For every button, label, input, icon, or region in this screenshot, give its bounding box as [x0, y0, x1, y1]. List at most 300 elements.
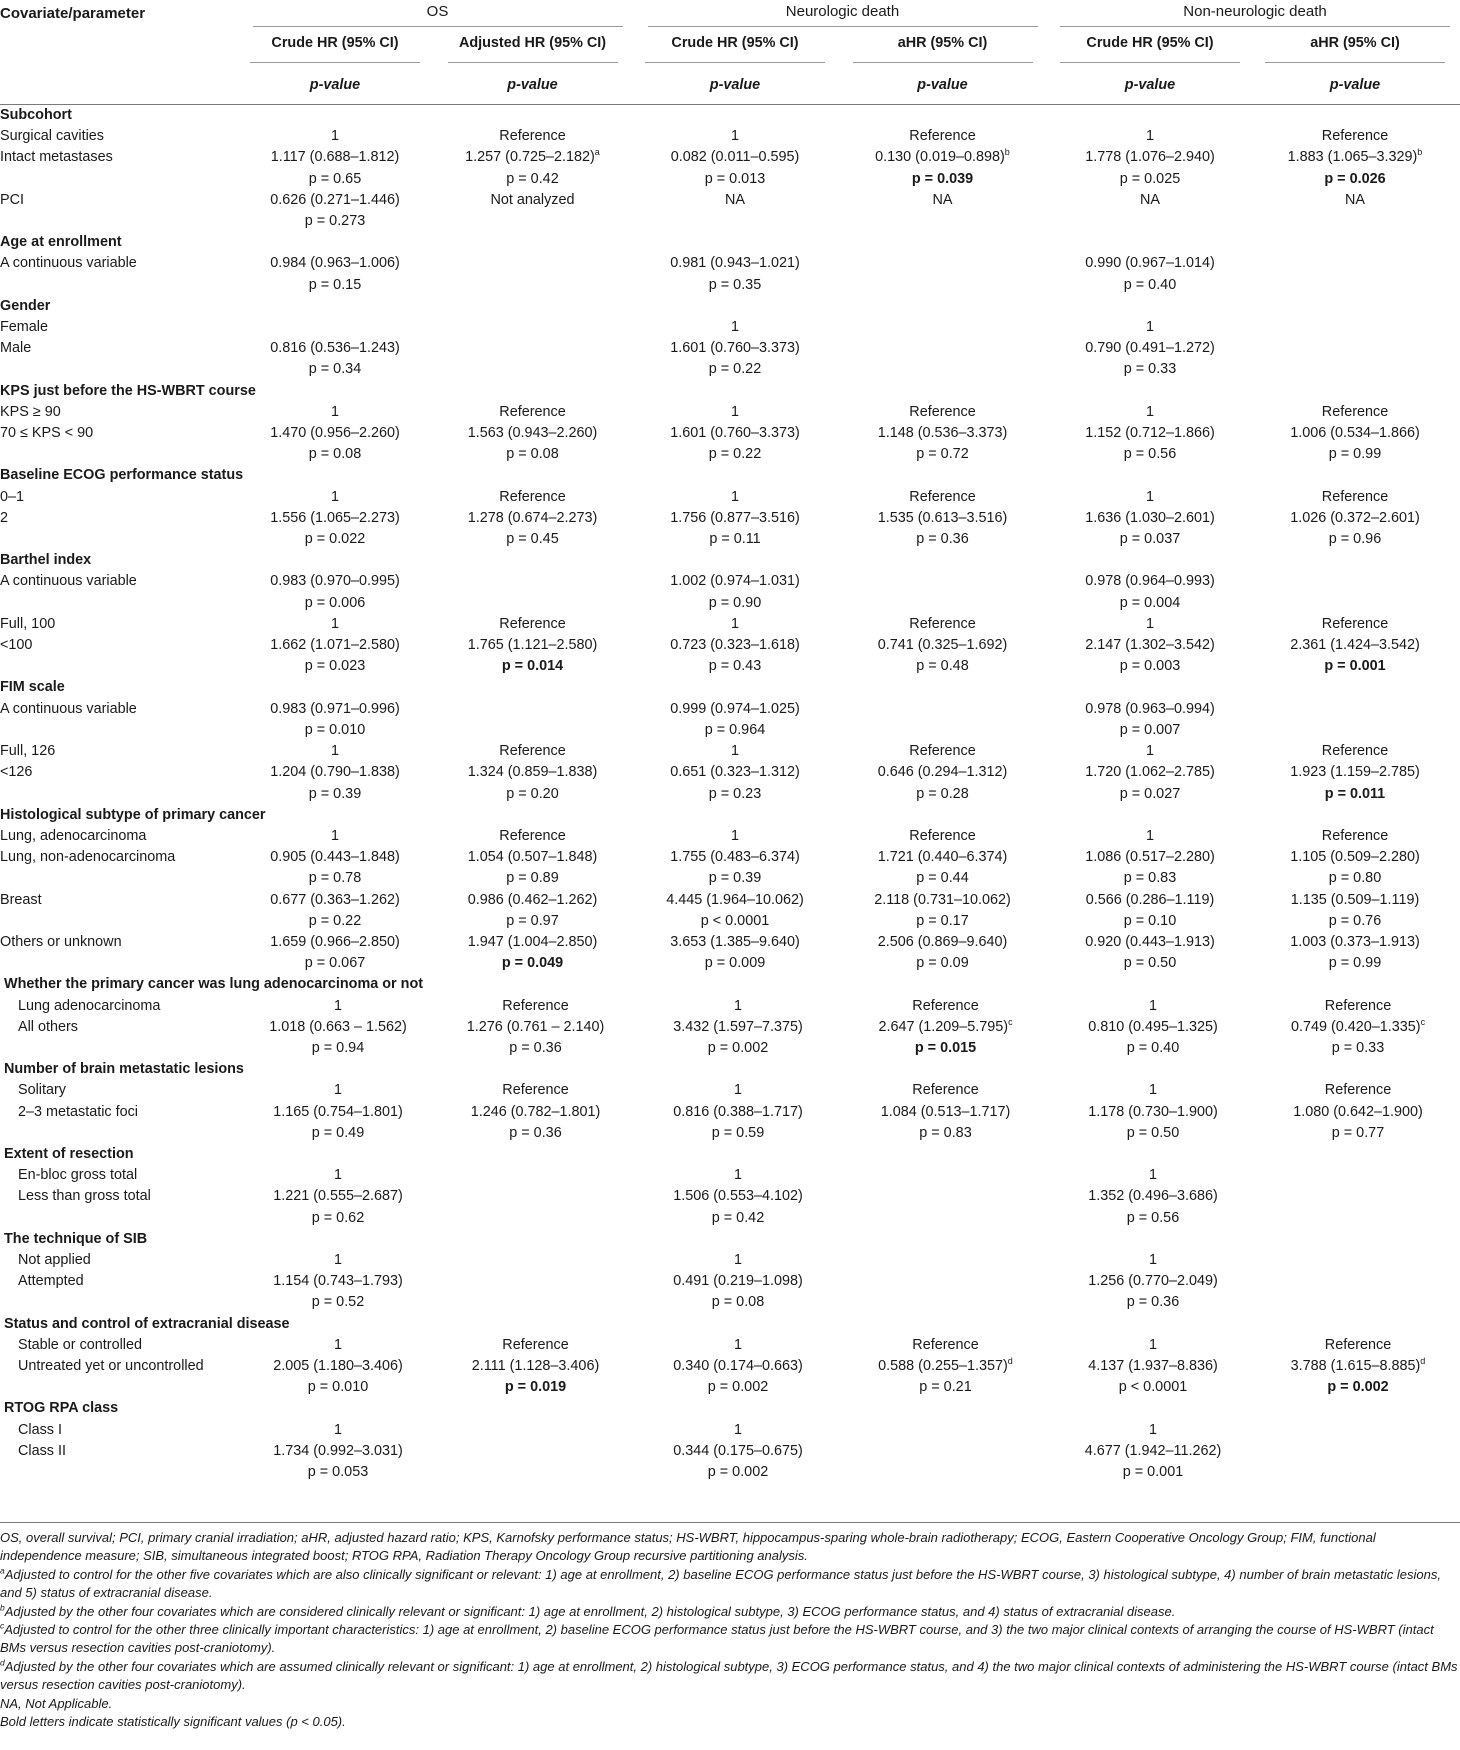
hr-cell: 0.816 (0.388–1.717): [673, 1103, 803, 1120]
hr-cell: 0.816 (0.536–1.243): [270, 340, 400, 357]
hr-cell: 0.978 (0.964–0.993): [1085, 573, 1215, 590]
row-label: A continuous variable: [0, 700, 137, 717]
hr-cell: 1.026 (0.372–2.601): [1290, 509, 1420, 526]
header-spacer: [0, 28, 240, 68]
hr-cell: 2.506 (0.869–9.640): [877, 933, 1008, 950]
table-row: [0, 762, 1460, 783]
hr-cell: [835, 1271, 1050, 1292]
col-header-os-adjusted: Adjusted HR (95% CI): [430, 28, 635, 68]
row-label: [0, 1377, 240, 1398]
pvalue-cell: p = 0.99: [1328, 955, 1382, 972]
hr-cell: [1250, 1250, 1460, 1271]
footnote-marker: b: [1417, 147, 1423, 158]
pvalue-cell: p = 0.013: [704, 170, 766, 187]
hr-cell: 1.662 (1.071–2.580): [270, 637, 400, 654]
pvalue-row: [0, 211, 1460, 232]
hr-cell: 1.148 (0.536–3.373): [877, 425, 1008, 442]
hr-cell: 0.999 (0.974–1.025): [670, 700, 800, 717]
pvalue-cell: p = 0.90: [708, 594, 762, 611]
section-title: Barthel index: [0, 552, 92, 569]
hr-cell: NA: [932, 191, 953, 208]
row-label: 2–3 metastatic foci: [18, 1103, 138, 1120]
table-row: [0, 614, 1460, 635]
pvalue-cell: p = 0.002: [707, 1039, 769, 1056]
hr-cell: 4.445 (1.964–10.062): [666, 891, 804, 908]
hr-cell: 0.986 (0.462–1.262): [467, 891, 598, 908]
footnote-marker: c: [1008, 1016, 1013, 1027]
hr-cell: 0.983 (0.970–0.995): [270, 573, 400, 590]
table-row: [0, 699, 1460, 720]
table-header: [0, 0, 1460, 105]
hr-cell: 0.646 (0.294–1.312): [877, 764, 1008, 781]
hr-cell: 0.344 (0.175–0.675): [673, 1442, 803, 1459]
hr-cell: 0.566 (0.286–1.119): [1085, 891, 1215, 908]
hr-cell: 1: [1145, 403, 1154, 420]
group-header-non-neurologic-death: Non-neurologic death: [1050, 0, 1460, 28]
pvalue-cell: p = 0.42: [711, 1209, 765, 1226]
col-header-nonneuro-ahr: aHR (95% CI): [1250, 28, 1460, 68]
hr-cell: Reference: [909, 743, 976, 760]
row-label: Class II: [18, 1442, 66, 1459]
pvalue-cell: p = 0.65: [308, 170, 362, 187]
pvalue-row: [0, 1208, 1460, 1229]
hr-cell: 1: [330, 488, 339, 505]
hr-cell: 0.790 (0.491–1.272): [1085, 340, 1215, 357]
pvalue-cell: p = 0.025: [1119, 170, 1181, 187]
pvalue-cell: [430, 211, 635, 232]
table-row: [0, 1271, 1460, 1292]
pvalue-cell: p = 0.59: [711, 1124, 765, 1141]
row-label: All others: [18, 1018, 78, 1035]
pvalue-cell: p = 0.21: [919, 1379, 972, 1396]
row-label: Breast: [0, 891, 42, 908]
hr-cell: [835, 317, 1050, 338]
hr-cell: 1: [733, 1167, 742, 1184]
hr-cell: 1.086 (0.517–2.280): [1085, 849, 1215, 866]
hr-cell: 1.221 (0.555–2.687): [273, 1188, 403, 1205]
footnote-text: Adjusted by the other four covariates which are considered clinically relevant or significant: 1) age at enrollment, 2) histological subtype, 3) ECOG performance status, and 4) status of extracranial disease.: [4, 1603, 1176, 1619]
pvalue-cell: p = 0.026: [1324, 170, 1386, 187]
hr-cell: 1.601 (0.760–3.373): [670, 340, 800, 357]
pvalue-cell: p = 0.36: [509, 1124, 562, 1141]
section-title: Number of brain metastatic lesions: [4, 1061, 244, 1078]
table-row: [0, 1080, 1460, 1101]
hr-cell: NA: [1345, 191, 1365, 208]
group-header-neurologic-death: Neurologic death: [635, 0, 1050, 28]
footnote-marker: b: [0, 1602, 5, 1613]
pvalue-cell: [835, 720, 1050, 741]
footnote: [0, 1658, 1460, 1695]
section-row: [0, 296, 1460, 317]
pvalue-cell: p = 0.014: [501, 658, 564, 675]
hr-cell: 0.984 (0.963–1.006): [270, 255, 400, 272]
hr-cell: Reference: [909, 827, 976, 844]
hr-cell: 1.923 (1.159–2.785): [1290, 764, 1420, 781]
hr-cell: 1.324 (0.859–1.838): [467, 764, 598, 781]
row-label: Surgical cavities: [0, 128, 104, 145]
col-pvalue-label: p-value: [507, 77, 558, 94]
section-title: Status and control of extracranial disease: [4, 1315, 290, 1332]
pvalue-cell: p = 0.28: [916, 785, 969, 802]
hr-cell: 1: [330, 615, 339, 632]
pvalue-cell: [635, 211, 835, 232]
row-label: A continuous variable: [0, 255, 137, 272]
pvalue-cell: p = 0.40: [1126, 1039, 1180, 1056]
hr-cell: 1.506 (0.553–4.102): [673, 1188, 803, 1205]
col-pvalue-label: p-value: [709, 77, 761, 94]
hr-cell: 1.018 (0.663 – 1.562): [269, 1018, 407, 1035]
hr-cell: 1.257 $(0.725-2.182)^a$: [465, 147, 600, 166]
section-title: Extent of resection: [4, 1145, 134, 1162]
table-row: [0, 741, 1460, 762]
table-row: [0, 1186, 1460, 1207]
pvalue-cell: p = 0.023: [304, 658, 366, 675]
pvalue-cell: p = 0.94: [311, 1039, 365, 1056]
pvalue-cell: p = 0.037: [1119, 531, 1181, 548]
row-label: [0, 720, 240, 741]
hr-cell: 1.105 (0.509–2.280): [1290, 849, 1420, 866]
hr-cell: Reference: [502, 1336, 569, 1353]
row-label: Full, 126: [0, 743, 56, 760]
hr-cell: 1: [1145, 128, 1154, 145]
hr-cell: 1.883 $(1.065-3.329)^b$: [1287, 147, 1423, 166]
col-pvalue-label: p-value: [1124, 77, 1176, 94]
table-row: [0, 890, 1460, 911]
hr-cell: [1250, 1271, 1460, 1292]
table-row: [0, 487, 1460, 508]
hr-cell: [430, 253, 635, 274]
hr-cell: 1.003 (0.373–1.913): [1290, 933, 1420, 950]
pvalue-cell: p = 0.36: [1126, 1294, 1180, 1311]
pvalue-cell: p = 0.52: [311, 1294, 365, 1311]
hr-cell: [1250, 1420, 1460, 1441]
hr-cell: Reference: [1321, 827, 1389, 844]
hr-cell: [240, 317, 430, 338]
pvalue-cell: p = 0.33: [1123, 361, 1177, 378]
row-label: En-bloc gross total: [18, 1167, 138, 1184]
hr-cell: 1: [330, 128, 339, 145]
hr-cell: 1.080 (0.642–1.900): [1293, 1103, 1423, 1120]
row-label: [0, 1123, 240, 1144]
table-row: [0, 1250, 1460, 1271]
row-label: <126: [0, 764, 33, 781]
hr-cell: 3.788 $(1.615-8.885)^d$: [1290, 1356, 1426, 1374]
group-header-os: OS: [240, 0, 635, 28]
section-title: Gender: [0, 297, 51, 314]
hr-cell: 1.178 (0.730–1.900): [1088, 1103, 1218, 1120]
hr-cell: 1.947 (1.004–2.850): [467, 933, 598, 950]
hr-cell: Reference: [1321, 488, 1389, 505]
pvalue-cell: p = 0.56: [1126, 1209, 1180, 1226]
hr-cell: Reference: [1324, 1336, 1392, 1353]
pvalue-row: [0, 1462, 1460, 1483]
pvalue-cell: p = 0.010: [307, 1379, 369, 1396]
hr-cell: Reference: [1321, 615, 1389, 632]
hr-cell: 1: [1145, 827, 1154, 844]
section-row: [0, 1059, 1460, 1080]
pvalue-cell: p = 0.78: [308, 870, 362, 887]
hr-cell: 1: [333, 1167, 342, 1184]
hr-cell: [430, 571, 635, 592]
footnote: [0, 1603, 1460, 1621]
hr-cell: [1250, 1186, 1460, 1207]
hr-cell: 1: [1148, 997, 1157, 1014]
hr-cell: [1250, 1441, 1460, 1462]
row-label: [0, 911, 240, 932]
row-label: [0, 953, 240, 974]
hr-cell: 1: [1148, 1167, 1157, 1184]
table-row: [0, 253, 1460, 274]
section-row: [0, 1229, 1460, 1250]
pvalue-row: [0, 444, 1460, 465]
hr-cell: [1250, 317, 1460, 338]
hr-cell: 1: [333, 1336, 342, 1353]
hr-cell: 0.677 (0.363–1.262): [270, 891, 400, 908]
col-pvalue-label: p-value: [309, 77, 361, 94]
hr-cell: 1.152 (0.712–1.866): [1085, 425, 1215, 442]
pvalue-row: [0, 656, 1460, 677]
hr-cell: Reference: [912, 1082, 979, 1099]
hr-cell: Reference: [909, 403, 976, 420]
hr-cell: 1.276 (0.761 – 2.140): [466, 1018, 605, 1035]
pvalue-cell: p = 0.009: [704, 955, 766, 972]
hr-cell: [835, 1250, 1050, 1271]
table-row: [0, 423, 1460, 444]
pvalue-cell: p = 0.027: [1119, 785, 1181, 802]
pvalue-cell: [430, 593, 635, 614]
pvalue-cell: p = 0.002: [1327, 1379, 1389, 1396]
pvalue-row: [0, 784, 1460, 805]
pvalue-cell: p = 0.08: [506, 446, 559, 463]
hr-cell: 1: [730, 488, 739, 505]
pvalue-cell: p = 0.56: [1123, 446, 1177, 463]
pvalue-cell: p = 0.006: [304, 594, 366, 611]
pvalue-cell: p = 0.11: [709, 531, 761, 548]
hr-cell: [430, 1420, 635, 1441]
pvalue-cell: p = 0.83: [1123, 870, 1177, 887]
row-label: Attempted: [18, 1273, 84, 1290]
hr-cell: 1.256 (0.770–2.049): [1088, 1273, 1218, 1290]
pvalue-row: [0, 868, 1460, 889]
col-pvalue-label: p-value: [1329, 77, 1381, 94]
pvalue-cell: p = 0.007: [1119, 721, 1181, 738]
hr-cell: 2.111 (1.128–3.406): [471, 1357, 600, 1374]
pvalue-cell: p = 0.89: [506, 870, 559, 887]
hr-cell: Reference: [502, 997, 569, 1014]
row-label: Lung, adenocarcinoma: [0, 827, 147, 844]
hr-cell: 0.810 (0.495–1.325): [1088, 1018, 1218, 1035]
pvalue-cell: [430, 720, 635, 741]
hr-cell: 0.920 (0.443–1.913): [1085, 933, 1215, 950]
hr-cell: 1: [333, 1251, 342, 1268]
table-row: [0, 1356, 1460, 1377]
hr-cell: 1: [330, 827, 339, 844]
table-row: [0, 847, 1460, 868]
col-header-os-crude: Crude HR (95% CI): [240, 28, 430, 68]
pvalue-cell: [1250, 275, 1460, 296]
pvalue-cell: p = 0.010: [304, 721, 366, 738]
hr-cell: NA: [1140, 191, 1160, 208]
pvalue-cell: p = 0.49: [311, 1124, 365, 1141]
row-label: [0, 1292, 240, 1313]
section-row: [0, 105, 1460, 127]
table-row: [0, 932, 1460, 953]
pvalue-cell: [1050, 211, 1250, 232]
footnote-text: Adjusted by the other four covariates which are assumed clinically relevant or significant: 1) age at enrollment, 2) histological subtype, 3) ECOG performance status, and 4) the two major clinical contexts of administering the HS-WBRT course (intact BMs versus resection cavities post-craniotomy).: [0, 1658, 1458, 1693]
pvalue-cell: p = 0.45: [506, 531, 559, 548]
hr-cell: 1.054 (0.507–1.848): [467, 849, 598, 866]
section-row: [0, 1144, 1460, 1165]
pvalue-cell: p = 0.97: [506, 912, 559, 929]
hr-cell: 1: [730, 128, 739, 145]
hr-cell: 1.778 (1.076–2.940): [1085, 149, 1215, 166]
hr-cell: [430, 1250, 635, 1271]
pvalue-cell: p = 0.80: [1328, 870, 1382, 887]
hr-cell: 1: [330, 743, 339, 760]
hr-cell: 1: [333, 1421, 342, 1438]
hr-cell: 1.002 (0.974–1.031): [670, 573, 800, 590]
hr-cell: 4.137 (1.937–8.836): [1088, 1357, 1218, 1374]
hr-cell: Reference: [502, 1082, 569, 1099]
pvalue-row: [0, 1377, 1460, 1398]
hr-cell: [430, 317, 635, 338]
pvalue-cell: p = 0.10: [1123, 912, 1177, 929]
pvalue-cell: [835, 275, 1050, 296]
section-title: KPS just before the HS-WBRT course: [0, 382, 256, 399]
pvalue-cell: [835, 1292, 1050, 1313]
footnote: [0, 1529, 1460, 1566]
row-label: [0, 444, 240, 465]
hr-cell: Reference: [1321, 128, 1389, 145]
hr-cell: 2.647 $(1.209-5.795)^c$: [878, 1016, 1013, 1035]
pvalue-row: [0, 593, 1460, 614]
pvalue-cell: p = 0.019: [504, 1379, 567, 1396]
row-label: Stable or controlled: [18, 1336, 142, 1353]
row-label: [0, 529, 240, 550]
hr-cell: Reference: [499, 128, 566, 145]
row-label: Full, 100: [0, 615, 56, 632]
pvalue-cell: [1250, 720, 1460, 741]
row-label: [0, 784, 240, 805]
hr-cell: 1.535 (0.613–3.516): [877, 509, 1008, 526]
hr-cell: 2.118 (0.731–10.062): [874, 891, 1011, 908]
hr-cell: 1.636 (1.030–2.601): [1085, 509, 1215, 526]
hr-cell: 1: [1148, 1082, 1157, 1099]
pvalue-row: [0, 359, 1460, 380]
pvalue-cell: [1250, 359, 1460, 380]
hr-cell: Reference: [499, 743, 566, 760]
hr-cell: 4.677 (1.942–11.262): [1084, 1442, 1222, 1459]
pvalue-cell: p = 0.022: [304, 531, 366, 548]
pvalue-cell: p = 0.067: [304, 955, 366, 972]
footnote-text: Adjusted to control for the other three clinically important characteristics: 1) age at enrollment, 2) baseline ECOG performance status just before the HS-WBRT course, and 3) the two major clinical contexts of arranging the course of HS-WBRT (intact BMs versus resection cavities post-craniotomy).: [0, 1622, 1434, 1656]
header-spacer: [0, 68, 240, 105]
hr-cell: [835, 1420, 1050, 1441]
hr-cell: Reference: [499, 827, 566, 844]
hr-cell: 0.082 (0.011–0.595): [670, 149, 800, 166]
footnote: [0, 1713, 1460, 1731]
hr-cell: 1: [1148, 1251, 1157, 1268]
pvalue-cell: p = 0.96: [1328, 531, 1382, 548]
hr-cell: Not analyzed: [490, 191, 575, 208]
pvalue-cell: p = 0.001: [1324, 658, 1386, 675]
table-footnotes: [0, 1522, 1460, 1731]
hr-cell: Reference: [499, 403, 566, 420]
pvalue-cell: p = 0.23: [708, 785, 762, 802]
table-row: [0, 1017, 1460, 1038]
pvalue-cell: p = 0.44: [916, 870, 969, 887]
hr-cell: Reference: [499, 488, 566, 505]
pvalue-cell: [835, 593, 1050, 614]
hr-cell: 1: [733, 1336, 742, 1353]
row-label: [0, 1038, 240, 1059]
hr-cell: Reference: [912, 997, 979, 1014]
pvalue-row: [0, 953, 1460, 974]
table-row: [0, 635, 1460, 656]
hr-cell: 1.556 (1.065–2.273): [270, 509, 400, 526]
row-label: Untreated yet or uncontrolled: [18, 1357, 204, 1374]
hr-cell: Reference: [499, 615, 566, 632]
covariate-header: Covariate/parameter: [0, 5, 146, 23]
footnote-marker: c: [0, 1620, 5, 1631]
hr-cell: [1250, 338, 1460, 359]
pvalue-cell: p = 0.001: [1122, 1464, 1184, 1480]
hr-cell: [1250, 253, 1460, 274]
hr-cell: 1.756 (0.877–3.516): [670, 509, 800, 526]
pvalue-cell: p = 0.62: [311, 1209, 365, 1226]
pvalue-cell: p < 0.0001: [1118, 1379, 1188, 1396]
hr-cell: 1.721 (0.440–6.374): [877, 849, 1008, 866]
pvalue-cell: p = 0.22: [708, 446, 762, 463]
section-title: Whether the primary cancer was lung adenocarcinoma or not: [4, 976, 424, 993]
table-row: [0, 1102, 1460, 1123]
pvalue-cell: p = 0.43: [708, 658, 762, 675]
col-pvalue-label: p-value: [917, 77, 968, 94]
pvalue-cell: p = 0.15: [308, 276, 362, 293]
hr-cell: 0.130 $(0.019-0.898)^b$: [875, 147, 1010, 166]
hr-cell: 0.990 (0.967–1.014): [1085, 255, 1215, 272]
row-label: [0, 275, 240, 296]
footnote-marker: d: [1420, 1356, 1426, 1367]
hr-cell: 1.084 (0.513–1.717): [880, 1103, 1011, 1120]
table-body: [0, 105, 1460, 1484]
hr-cell: Reference: [909, 488, 976, 505]
footnote-marker: d: [1007, 1356, 1013, 1367]
hr-cell: 0.905 (0.443–1.848): [270, 849, 400, 866]
hr-cell: NA: [725, 191, 745, 208]
footnote: [0, 1621, 1460, 1658]
hr-cell: 1.352 (0.496–3.686): [1088, 1188, 1218, 1205]
pvalue-cell: [430, 1208, 635, 1229]
row-label: [0, 211, 240, 232]
section-row: [0, 1398, 1460, 1419]
pvalue-cell: p = 0.08: [308, 446, 362, 463]
footnote: [0, 1566, 1460, 1603]
pvalue-cell: p = 0.50: [1123, 955, 1177, 972]
hr-cell: [835, 1441, 1050, 1462]
row-label: KPS ≥ 90: [0, 403, 61, 420]
footnote-text: OS, overall survival; PCI, primary cranial irradiation; aHR, adjusted hazard ratio; KPS, Karnofsky performance status; HS-WBRT, hippocampus-sparing whole-brain radiotherapy; ECOG, Eastern Cooperative Oncology Group; FIM, functional independence measure; SIB, simultaneous integrated boost; RTOG RPA, Radiation Therapy Oncology Group recursive partitioning analysis.: [0, 1530, 1376, 1564]
hr-cell: 0.978 (0.963–0.994): [1085, 700, 1215, 717]
col-header-neuro-crude: Crude HR (95% CI): [635, 28, 835, 68]
hr-cell: 0.741 (0.325–1.692): [877, 637, 1008, 654]
pvalue-cell: [1250, 1208, 1460, 1229]
hr-cell: Reference: [1321, 403, 1389, 420]
pvalue-row: [0, 529, 1460, 550]
hr-cell: Reference: [1321, 743, 1389, 760]
hr-cell: 1: [733, 1251, 742, 1268]
pvalue-cell: p = 0.48: [916, 658, 969, 675]
